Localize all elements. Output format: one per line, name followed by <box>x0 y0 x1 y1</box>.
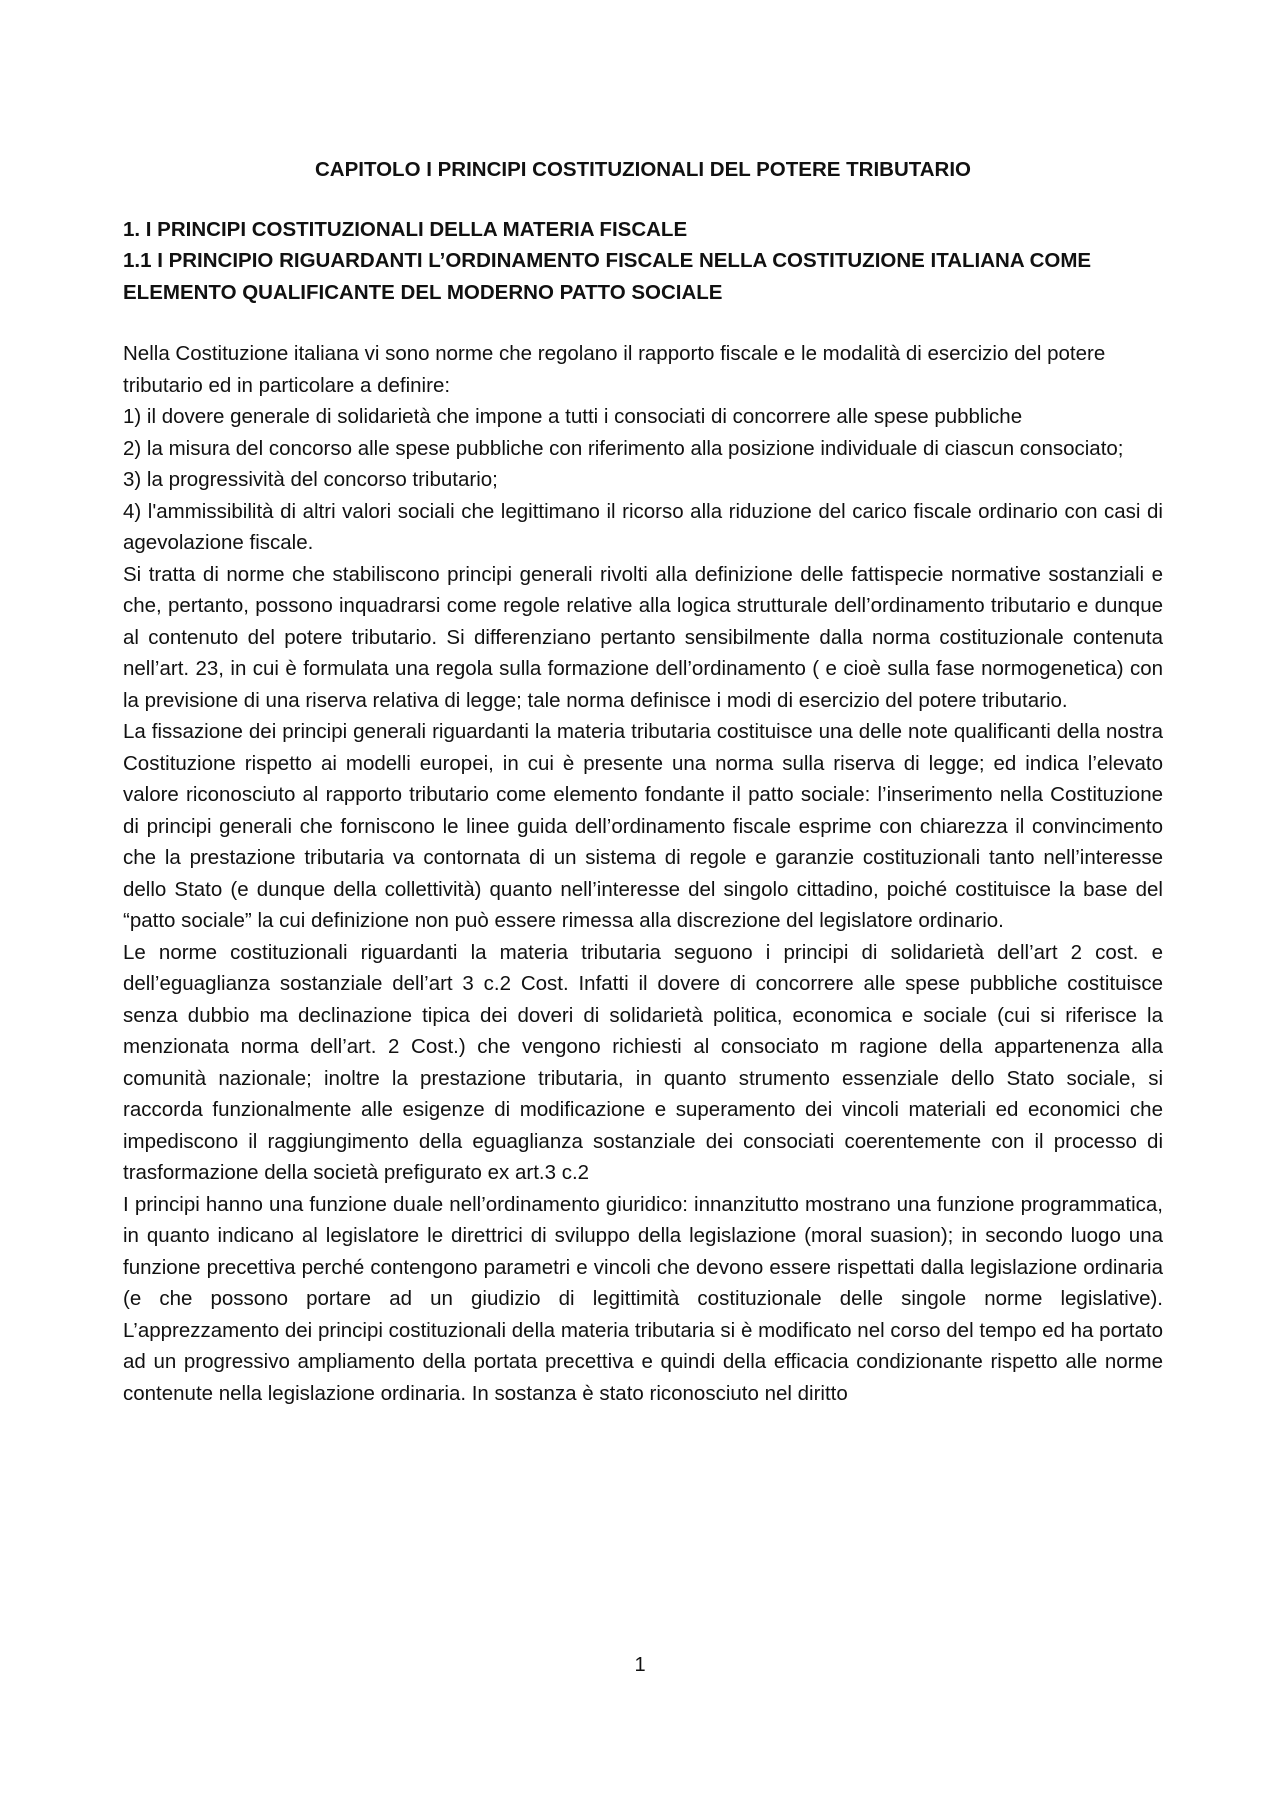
subsection-heading: 1.1 I PRINCIPIO RIGUARDANTI L’ORDINAMENTO FISCALE NELLA COSTITUZIONE ITALIANA COME ELEMENTO QUALIFICANTE DEL MODERNO PATTO SOCIALE <box>123 249 1092 304</box>
body-paragraph: Le norme costituzionali riguardanti la materia tributaria seguono i principi di solidarietà dell’art 2 cost. e dell’eguaglianza sostanziale dell’art 3 c.2 Cost. Infatti il dovere di concorrere alle spese pubbliche costituisce senza dubbio ma declinazione tipica dei doveri di solidarietà politica, economica e sociale (cui si riferisce la menzionata norma dell’art. 2 Cost.) che vengono richiesti al consociato m ragione della appartenenza alla comunità nazionale; inoltre la prestazione tributaria, in quanto strumento essenziale dello Stato sociale, si raccorda funzionalmente alle esigenze di modificazione e superamento dei vincoli materiali ed economici che impediscono il raggiungimento della eguaglianza sostanziale dei consociati coerentemente con il processo di trasformazione della società prefigurato ex art.3 c.2 <box>123 940 1163 1184</box>
intro-paragraph: Nella Costituzione italiana vi sono norme che regolano il rapporto fiscale e le modalità di esercizio del potere tributario ed in particolare a definire: <box>123 342 1106 397</box>
list-item: 4) l'ammissibilità di altri valori sociali che legittimano il ricorso alla riduzione del carico fiscale ordinario con casi di agevolazione fiscale. <box>123 499 1163 554</box>
chapter-title: CAPITOLO I PRINCIPI COSTITUZIONALI DEL POTERE TRIBUTARIO <box>314 158 972 181</box>
body-paragraph: I principi hanno una funzione duale nell’ordinamento giuridico: innanzitutto mostrano una funzione programmatica, in quanto indicano al legislatore le direttrici di sviluppo della legislazione (moral suasion); in secondo luogo una funzione precettiva perché contengono parametri e vincoli che devono essere rispettati dalla legislazione ordinaria (e che possono portare ad un giudizio di legittimità costituzionale delle singole norme legislative). L’apprezzamento dei principi costituzionali della materia tributaria si è modificato nel corso del tempo ed ha portato ad un progressivo ampliamento della portata precettiva e quindi della efficacia condizionante rispetto alle norme contenute nella legislazione ordinaria. In sostanza è stato riconosciuto nel diritto <box>123 1192 1163 1405</box>
list-item: 2) la misura del concorso alle spese pubbliche con riferimento alla posizione individuale di ciascun consociato; <box>123 436 1124 460</box>
heading-spacer <box>123 308 1163 338</box>
list-item: 1) il dovere generale di solidarietà che impone a tutti i consociati di concorrere alle spese pubbliche <box>123 405 1023 428</box>
body-paragraph: La fissazione dei principi generali riguardanti la materia tributaria costituisce una delle note qualificanti della nostra Costituzione rispetto ai modelli europei, in cui è presente una norma sulla riserva di legge; ed indica l’elevato valore riconosciuto al rapporto tributario come elemento fondante il patto sociale: l’inserimento nella Costituzione di principi generali che forniscono le linee guida dell’ordinamento fiscale esprime con chiarezza il convincimento che la prestazione tributaria va contornata di un sistema di regole e garanzie costituzionali tanto nell’interesse dello Stato (e dunque della collettività) quanto nell’interesse del singolo cittadino, poiché costituisce la base del “patto sociale” la cui definizione non può essere rimessa alla discrezione del legislatore ordinario. <box>123 720 1163 932</box>
body-paragraph: Si tratta di norme che stabiliscono principi generali rivolti alla definizione delle fattispecie normative sostanziali e che, pertanto, possono inquadrarsi come regole relative alla logica strutturale dell’ordinamento tributario e dunque al contenuto del potere tributario. Si differenziano pertanto sensibilmente dalla norma costituzionale contenuta nell’art. 23, in cui è formulata una regola sulla formazione dell’ordinamento ( e cioè sulla fase normogenetica) con la previsione di una riserva relativa di legge; tale norma definisce i modi di esercizio del potere tributario. <box>123 562 1163 712</box>
document-body <box>123 150 1163 1409</box>
section-heading: 1. I PRINCIPI COSTITUZIONALI DELLA MATERIA FISCALE <box>123 217 688 241</box>
page-number: 1 <box>634 1654 646 1676</box>
list-item: 3) la progressività del concorso tributario; <box>123 468 498 491</box>
